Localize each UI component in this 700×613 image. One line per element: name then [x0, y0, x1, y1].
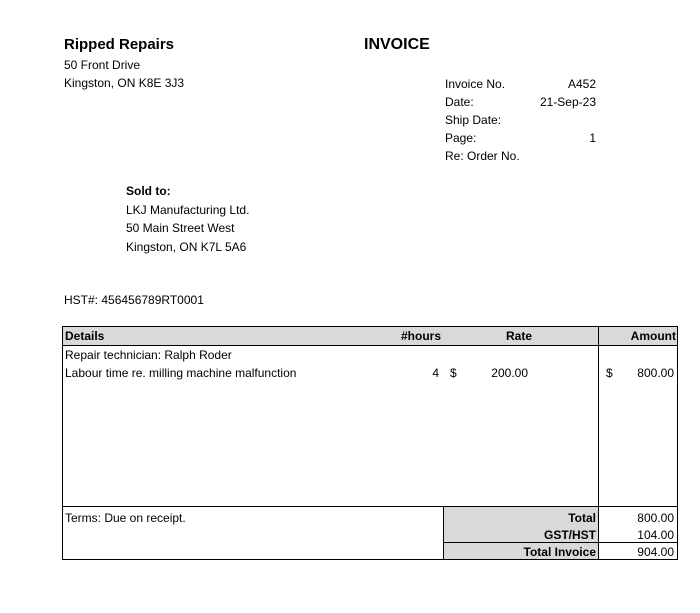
invoice-number-value: A452: [567, 77, 596, 91]
sold-to-heading: Sold to:: [126, 184, 171, 198]
column-divider: [443, 507, 444, 559]
row-hours: 4: [432, 366, 439, 380]
row-details: Repair technician: Ralph Roder: [65, 348, 232, 362]
page-value: 1: [589, 131, 596, 145]
column-header-details: Details: [65, 329, 105, 343]
company-address-line1: 50 Front Drive: [64, 58, 141, 72]
amount-currency: $: [606, 366, 613, 380]
row-rate: 200.00: [491, 366, 528, 380]
row-divider: [443, 542, 677, 543]
date-label: Date:: [445, 95, 474, 109]
sold-to-line: Kingston, ON K7L 5A6: [126, 240, 247, 254]
page-label: Page:: [445, 131, 477, 145]
company-address-line2: Kingston, ON K8E 3J3: [64, 76, 185, 90]
total-value: 800.00: [637, 511, 674, 525]
company-name: Ripped Repairs: [64, 36, 175, 53]
total-invoice-value: 904.00: [637, 545, 674, 559]
payment-terms: Terms: Due on receipt.: [65, 511, 186, 525]
date-value: 21-Sep-23: [539, 95, 596, 109]
invoice-number-label: Invoice No.: [445, 77, 506, 91]
rate-currency: $: [450, 366, 457, 380]
row-divider: [63, 506, 677, 507]
gst-hst-label: GST/HST: [543, 528, 596, 542]
sold-to-line: LKJ Manufacturing Ltd.: [126, 203, 250, 217]
row-amount: 800.00: [637, 366, 674, 380]
column-divider: [598, 327, 599, 559]
column-header-hours: #hours: [400, 329, 441, 343]
document-title: INVOICE: [364, 36, 430, 53]
total-invoice-label: Total Invoice: [523, 545, 596, 559]
table-header-background: [63, 327, 677, 346]
gst-hst-value: 104.00: [637, 528, 674, 542]
row-details: Labour time re. milling machine malfunction: [65, 366, 297, 380]
sold-to-line: 50 Main Street West: [126, 221, 235, 235]
order-number-label: Re: Order No.: [445, 149, 520, 163]
total-label: Total: [568, 511, 596, 525]
hst-number: HST#: 456456789RT0001: [64, 293, 204, 307]
column-header-rate: Rate: [506, 329, 533, 343]
column-header-amount: Amount: [630, 329, 676, 343]
ship-date-label: Ship Date:: [445, 113, 502, 127]
